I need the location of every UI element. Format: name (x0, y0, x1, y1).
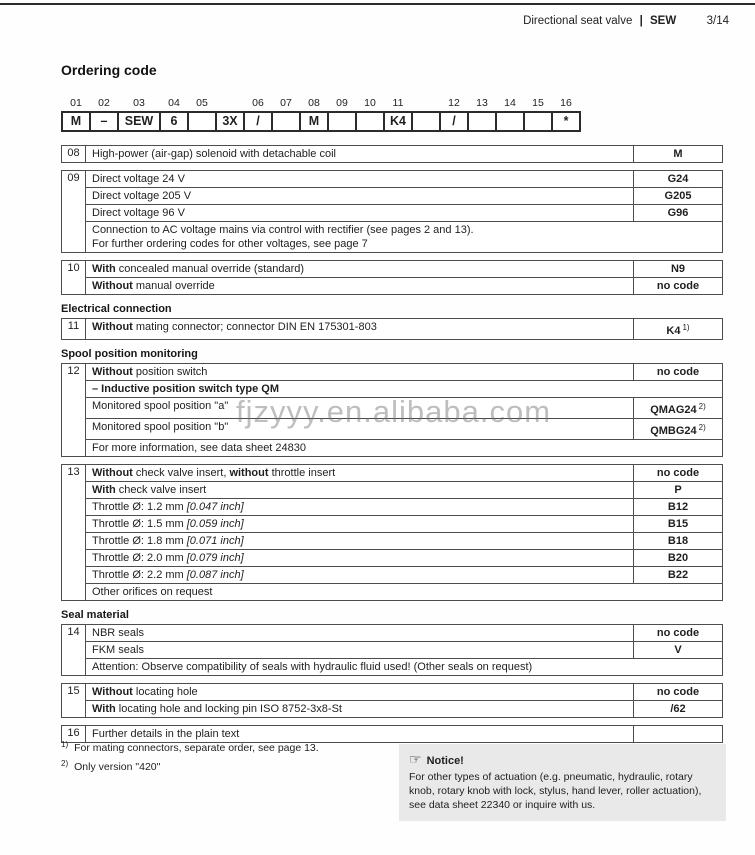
row-code (633, 499, 722, 515)
description-line (92, 551, 629, 565)
table-row (86, 204, 722, 221)
row-code (633, 205, 722, 221)
description-line (92, 685, 629, 699)
table-row (86, 277, 722, 294)
table-row (86, 465, 722, 481)
description-line (92, 189, 629, 203)
row-code (633, 188, 722, 204)
code-value: B12 (667, 501, 689, 513)
table-row (86, 498, 722, 515)
footnote-ref: 2) (698, 423, 706, 432)
row-code (633, 482, 722, 498)
code-value: B18 (667, 535, 689, 547)
footnote-ref: 1) (682, 323, 690, 332)
strip-code-box (523, 111, 553, 132)
row-code (633, 171, 722, 187)
code-value: V (674, 644, 682, 656)
ordering-block-09 (61, 170, 723, 253)
row-description (86, 550, 633, 566)
doc-title: Directional seat valve (523, 15, 633, 27)
row-code (633, 419, 722, 439)
strip-code-box (495, 111, 525, 132)
row-description (86, 701, 633, 717)
text-segment: throttle insert (271, 467, 336, 479)
text-segment: [0.047 inch] (186, 501, 244, 513)
text-segment: Throttle Ø: 2.0 mm (92, 552, 187, 564)
strip-position-number: 07 (280, 97, 292, 109)
page-header (523, 15, 729, 27)
description-line (92, 441, 718, 455)
ordering-code-strip (61, 97, 723, 132)
notice-title: Notice! (426, 755, 464, 767)
description-line (92, 702, 629, 716)
block-rows (86, 261, 722, 294)
text-segment: Direct voltage 96 V (92, 207, 185, 219)
text-segment: Without (92, 366, 136, 378)
text-segment: With (92, 484, 119, 496)
row-description (86, 319, 633, 339)
strip-position-number: 11 (392, 97, 404, 109)
code-value: G24 (667, 173, 689, 185)
code-value: no code (656, 627, 700, 639)
notice-header (409, 751, 716, 768)
footnote-ref: 2) (698, 402, 706, 411)
strip-position-number: 06 (252, 97, 264, 109)
ordering-sections (61, 145, 723, 743)
block-number: 14 (62, 625, 86, 675)
description-line (92, 660, 718, 674)
table-row (86, 397, 722, 418)
strip-code-box: K4 (383, 111, 413, 132)
strip-code-box: M (299, 111, 329, 132)
code-value: K4 (666, 325, 681, 337)
text-segment: Without (92, 321, 136, 333)
row-code (633, 701, 722, 717)
table-row (86, 641, 722, 658)
code-value: no code (656, 280, 700, 292)
code-value: G205 (664, 190, 692, 202)
row-description (86, 584, 722, 600)
text-segment: Without (92, 467, 136, 479)
block-number: 16 (62, 726, 86, 742)
page-number: 3/14 (706, 15, 729, 27)
strip-code-box: SEW (117, 111, 161, 132)
ordering-block-11 (61, 318, 723, 340)
description-line (92, 643, 629, 657)
text-segment: Without (92, 280, 136, 292)
table-row (86, 187, 722, 204)
strip-code-box (327, 111, 357, 132)
text-segment: mating connector; connector DIN EN 175301-803 (135, 321, 377, 333)
row-description (86, 625, 633, 641)
notice-text: For other types of actuation (e.g. pneumatic, hydraulic, rotary knob, rotary knob with lock, stylus, hand lever, roller actuation), see data sheet 22340 or inquire with us. (409, 771, 702, 811)
table-row (86, 261, 722, 277)
description-line (92, 147, 629, 161)
text-segment: Connection to AC voltage mains via control with rectifier (see pages 2 and 13). (92, 224, 474, 236)
description-line (92, 320, 629, 334)
block-rows (86, 465, 722, 600)
text-segment: Without (92, 686, 136, 698)
text-segment: Throttle Ø: 1.5 mm (92, 518, 187, 530)
strip-code-boxes (61, 111, 723, 132)
strip-position-number: 09 (336, 97, 348, 109)
row-description (86, 684, 633, 700)
table-row (86, 684, 722, 700)
table-row (86, 532, 722, 549)
strip-position-number (412, 97, 440, 109)
description-line (92, 568, 629, 582)
table-row (86, 566, 722, 583)
row-code (633, 567, 722, 583)
table-row (86, 319, 722, 339)
row-description (86, 205, 633, 221)
row-description (86, 222, 722, 252)
text-segment: locating hole (135, 686, 198, 698)
strip-position-number: 10 (364, 97, 376, 109)
row-description (86, 465, 633, 481)
watermark: fjzyyy.en.alibaba.com (236, 394, 552, 429)
table-row (86, 380, 722, 397)
text-segment: High-power (air-gap) solenoid with detachable coil (92, 148, 336, 160)
row-code (633, 642, 722, 658)
strip-code-box: 3X (215, 111, 245, 132)
row-description (86, 171, 633, 187)
strip-code-box (355, 111, 385, 132)
text-segment: Attention: Observe compatibility of seals with hydraulic fluid used! (Other seals on request) (92, 661, 533, 673)
row-code (633, 550, 722, 566)
row-code (633, 533, 722, 549)
footnote-text: For mating connectors, separate order, see page 13. (74, 742, 319, 754)
description-line (92, 365, 629, 379)
description-line (92, 466, 629, 480)
row-description (86, 188, 633, 204)
strip-position-number: 12 (448, 97, 460, 109)
table-row (86, 418, 722, 439)
footnote-marker: 2) (61, 759, 69, 768)
code-value: QMBG24 (650, 425, 697, 437)
strip-code-box: – (89, 111, 119, 132)
page-title: Ordering code (61, 62, 157, 78)
row-description (86, 419, 633, 439)
strip-code-box: M (61, 111, 91, 132)
text-segment: Direct voltage 205 V (92, 190, 192, 202)
strip-code-box: * (551, 111, 581, 132)
description-line (92, 534, 629, 548)
text-segment: [0.079 inch] (186, 552, 244, 564)
description-line (92, 420, 629, 434)
footnotes (61, 740, 319, 778)
strip-position-number: 05 (196, 97, 208, 109)
block-number: 10 (62, 261, 86, 294)
description-line (92, 399, 629, 413)
block-number: 11 (62, 319, 86, 339)
strip-code-box: / (439, 111, 469, 132)
ordering-block-10 (61, 260, 723, 295)
text-segment: For more information, see data sheet 24830 (92, 442, 307, 454)
text-segment: Further details in the plain text (92, 728, 240, 740)
block-number: 13 (62, 465, 86, 600)
ordering-block-08 (61, 145, 723, 163)
text-segment: – Inductive position switch type QM (92, 383, 280, 395)
ordering-block-14 (61, 624, 723, 676)
strip-position-number: 08 (308, 97, 320, 109)
description-line (92, 223, 718, 237)
strip-position-number (216, 97, 244, 109)
strip-code-box: / (243, 111, 273, 132)
row-code (633, 465, 722, 481)
text-segment: NBR seals (92, 627, 144, 639)
description-line (92, 262, 629, 276)
strip-position-number: 04 (168, 97, 180, 109)
description-line (92, 727, 629, 741)
row-code (633, 364, 722, 380)
notice-box (399, 744, 726, 821)
row-description (86, 567, 633, 583)
description-line (92, 382, 718, 396)
row-code (633, 278, 722, 294)
top-rule (0, 3, 755, 5)
table-row (86, 658, 722, 675)
pointing-hand-icon: ☞ (409, 751, 422, 767)
code-value: no code (656, 467, 700, 479)
block-number: 15 (62, 684, 86, 717)
code-value: no code (656, 686, 700, 698)
text-segment: Monitored spool position "b" (92, 421, 229, 433)
text-segment: Throttle Ø: 1.2 mm (92, 501, 187, 513)
description-line (92, 483, 629, 497)
row-code (633, 319, 722, 339)
block-rows (86, 171, 722, 252)
page-content (61, 62, 723, 743)
block-number: 12 (62, 364, 86, 456)
strip-position-number: 01 (70, 97, 82, 109)
description-line (92, 237, 718, 251)
text-segment: Monitored spool position "a" (92, 400, 229, 412)
text-segment: With (92, 263, 119, 275)
table-row (86, 146, 722, 162)
row-description (86, 381, 722, 397)
text-segment: Throttle Ø: 1.8 mm (92, 535, 187, 547)
row-description (86, 533, 633, 549)
block-rows (86, 146, 722, 162)
code-value: B22 (667, 569, 689, 581)
text-segment: concealed manual override (standard) (118, 263, 305, 275)
text-segment: Direct voltage 24 V (92, 173, 185, 185)
footnote-marker: 1) (61, 740, 69, 749)
product-name: SEW (650, 15, 677, 27)
header-separator: | (639, 15, 643, 27)
strip-position-number: 15 (532, 97, 544, 109)
strip-position-number: 13 (476, 97, 488, 109)
row-description (86, 516, 633, 532)
strip-code-box (271, 111, 301, 132)
code-value: /62 (670, 703, 686, 715)
text-segment: check valve insert (118, 484, 207, 496)
description-line (92, 500, 629, 514)
text-segment: [0.087 inch] (186, 569, 244, 581)
code-value: G96 (667, 207, 689, 219)
row-code (633, 516, 722, 532)
footnote (61, 740, 319, 754)
text-segment: FKM seals (92, 644, 144, 656)
row-description (86, 146, 633, 162)
text-segment: For further ordering codes for other voltages, see page 7 (92, 238, 368, 250)
row-code (633, 261, 722, 277)
block-rows (86, 684, 722, 717)
row-description (86, 482, 633, 498)
block-number: 08 (62, 146, 86, 162)
footnote-text: Only version "420" (74, 761, 161, 773)
description-line (92, 517, 629, 531)
row-description (86, 261, 633, 277)
description-line (92, 585, 718, 599)
text-segment: [0.071 inch] (186, 535, 244, 547)
row-description (86, 364, 633, 380)
row-code (633, 146, 722, 162)
row-description (86, 642, 633, 658)
block-rows (86, 364, 722, 456)
strip-position-numbers (61, 97, 723, 109)
block-rows (86, 625, 722, 675)
row-code (633, 684, 722, 700)
text-segment: check valve insert, (135, 467, 230, 479)
row-code (633, 625, 722, 641)
strip-code-box (411, 111, 441, 132)
strip-position-number: 02 (98, 97, 110, 109)
block-number: 09 (62, 171, 86, 252)
row-description (86, 398, 633, 418)
code-value: QMAG24 (650, 404, 697, 416)
section-heading: Seal material (61, 609, 129, 621)
code-value: P (674, 484, 682, 496)
description-line (92, 279, 629, 293)
text-segment: position switch (135, 366, 208, 378)
text-segment: manual override (135, 280, 215, 292)
strip-code-box: 6 (159, 111, 189, 132)
text-segment: locating hole and locking pin ISO 8752-3x8-St (118, 703, 342, 715)
table-row (86, 583, 722, 600)
ordering-block-15 (61, 683, 723, 718)
table-row (86, 481, 722, 498)
block-rows (86, 319, 722, 339)
table-row (86, 625, 722, 641)
strip-code-box (467, 111, 497, 132)
row-description (86, 278, 633, 294)
table-row (86, 221, 722, 252)
ordering-block-13 (61, 464, 723, 601)
section-heading: Electrical connection (61, 303, 172, 315)
table-row (86, 439, 722, 456)
description-line (92, 172, 629, 186)
code-value: B20 (667, 552, 689, 564)
table-row (86, 700, 722, 717)
row-code (633, 398, 722, 418)
strip-code-box (187, 111, 217, 132)
text-segment: without (229, 467, 272, 479)
row-description (86, 659, 722, 675)
text-segment: Other orifices on request (92, 586, 213, 598)
text-segment: [0.059 inch] (186, 518, 244, 530)
ordering-block-12 (61, 363, 723, 457)
row-description (86, 499, 633, 515)
description-line (92, 206, 629, 220)
table-row (86, 171, 722, 187)
text-segment: With (92, 703, 119, 715)
code-value: M (673, 148, 683, 160)
table-row (86, 549, 722, 566)
footnote (61, 759, 319, 773)
code-value: no code (656, 366, 700, 378)
strip-position-number: 16 (560, 97, 572, 109)
code-value: N9 (670, 263, 686, 275)
text-segment: Throttle Ø: 2.2 mm (92, 569, 187, 581)
row-code (633, 726, 722, 742)
description-line (92, 626, 629, 640)
row-description (86, 440, 722, 456)
code-value: B15 (667, 518, 689, 530)
section-heading: Spool position monitoring (61, 348, 198, 360)
strip-position-number: 14 (504, 97, 516, 109)
strip-position-number: 03 (133, 97, 145, 109)
table-row (86, 515, 722, 532)
table-row (86, 364, 722, 380)
